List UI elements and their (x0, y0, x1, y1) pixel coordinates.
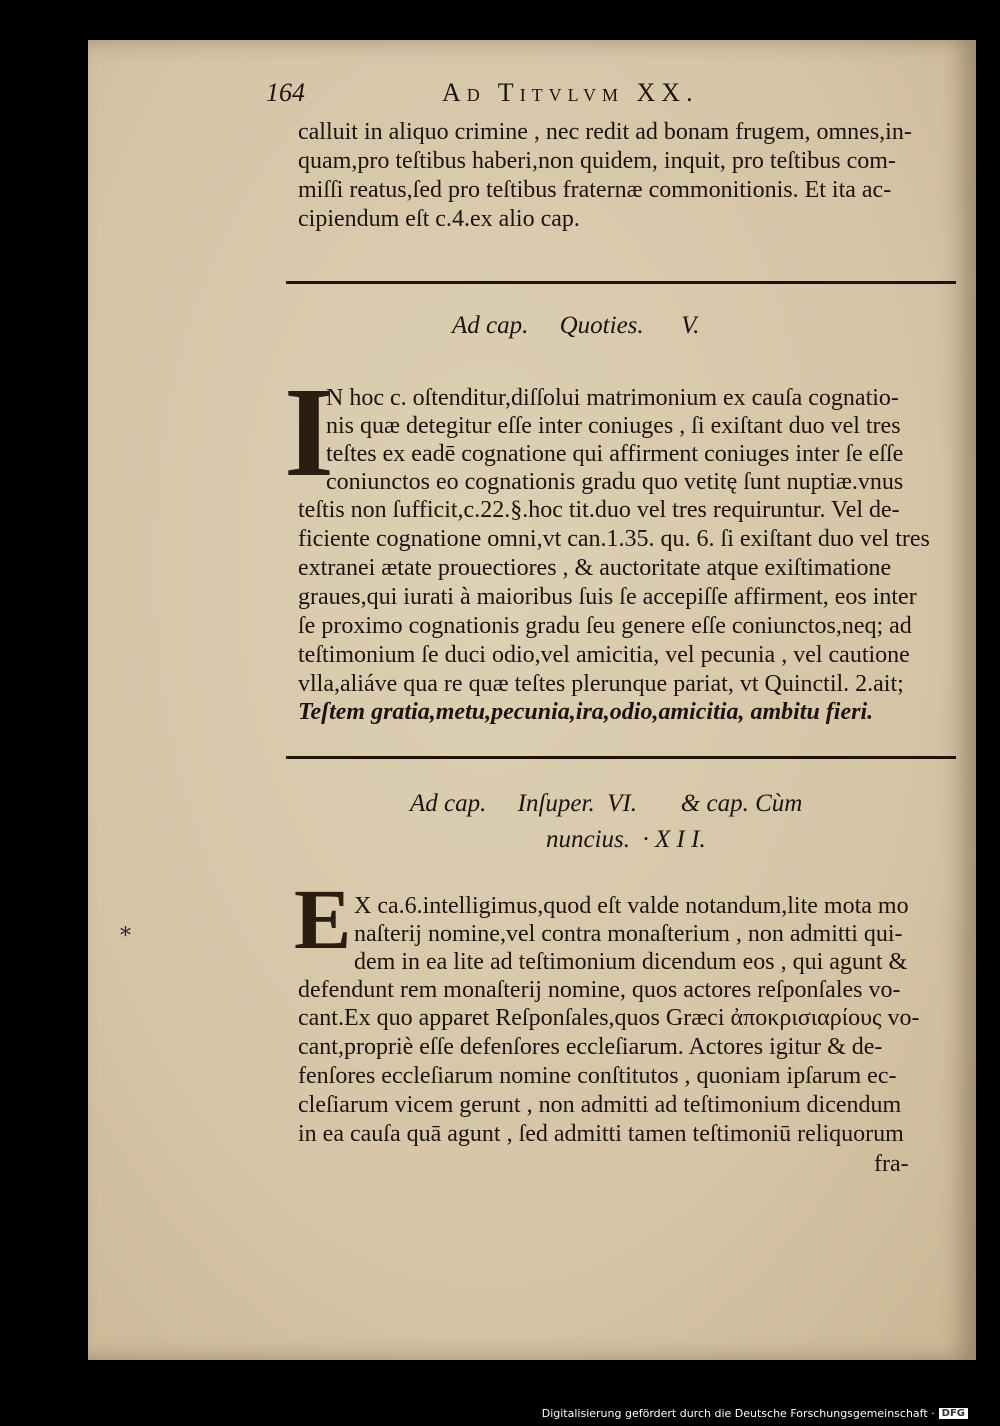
text-line: cant.Ex quo apparet Reſponſales,quos Græci ἀποκρισιαρίους vo- (298, 1005, 920, 1031)
footer-credit (542, 1407, 968, 1420)
section-heading: Ad cap. Inſuper. VI. & cap. Cùm (410, 790, 803, 817)
text-line: dem in ea lite ad teſtimonium dicendum eos , qui agunt & (354, 949, 908, 975)
text-line: ſe proximo cognationis gradu ſeu genere eſſe coniunctos,neq; ad (298, 613, 912, 639)
text-line: cant,propriè eſſe defenſores eccleſiarum. Actores igitur & de- (298, 1034, 883, 1060)
text-line: calluit in aliquo crimine , nec redit ad bonam frugem, omnes,in- (298, 119, 912, 145)
text-line: teſtes ex eadē cognatione qui affirment coniuges inter ſe eſſe (326, 441, 904, 467)
text-line: miſſi reatus,ſed pro teſtibus fraternæ commonitionis. Et ita ac- (298, 177, 892, 203)
drop-capital: I (284, 361, 334, 503)
text-line: fenſores eccleſiarum nomine conſtitutos , quoniam ipſarum ec- (298, 1063, 897, 1089)
italic-quote-line: Teſtem gratia,metu,pecunia,ira,odio,amicitia, ambitu fieri. (298, 699, 874, 725)
text-line: vlla,aliáve qua re quæ teſtes plerunque pariat, vt Quinctil. 2.ait; (298, 671, 904, 697)
text-line: in ea cauſa quā agunt , ſed admitti tamen teſtimoniū reliquorum (298, 1121, 904, 1147)
page-number: 164 (266, 78, 305, 107)
text-line: quam,pro teſtibus haberi,non quidem, inquit, pro teſtibus com- (298, 148, 896, 174)
text-line: naſterij nomine,vel contra monaſterium , non admitti qui- (354, 921, 903, 947)
footer-text: Digitalisierung gefördert durch die Deutsche Forschungsgemeinschaft · (541, 1407, 935, 1420)
section-heading-continued: nuncius. · X I I. (546, 826, 706, 853)
text-line: coniunctos eo cognationis gradu quo vetitę ſunt nuptiæ.vnus (326, 469, 904, 495)
running-title: Ad Titvlvm XX. (442, 78, 699, 107)
text-line: defendunt rem monaſterij nomine, quos actores reſponſales vo- (298, 977, 901, 1003)
section-rule (286, 756, 956, 759)
text-line: ficiente cognatione omni,vt can.1.35. qu. 6. ſi exiſtant duo vel tres (298, 526, 930, 552)
text-line: graues,qui iurati à maioribus ſuis ſe accepiſſe affirment, eos inter (298, 584, 917, 610)
text-line: cipiendum eſt c.4.ex alio cap. (298, 206, 580, 232)
drop-capital: E (294, 871, 352, 967)
text-line: nis quæ detegitur eſſe inter coniuges , ſi exiſtant duo vel tres (326, 413, 901, 439)
section-rule (286, 281, 956, 284)
text-line: extranei ætate prouectiores , & auctoritate atque exiſtimatione (298, 555, 892, 581)
section-heading: Ad cap. Quoties. V. (452, 312, 700, 339)
text-line: X ca.6.intelligimus,quod eſt valde notandum,lite mota mo (354, 893, 909, 919)
catchword: fra- (874, 1151, 909, 1177)
text-line: teſtis non ſufficit,c.22.§.hoc tit.duo vel tres requiruntur. Vel de- (298, 497, 900, 523)
marginal-mark: * (120, 924, 131, 949)
text-line: cleſiarum vicem gerunt , non admitti ad teſtimonium dicendum (298, 1092, 902, 1118)
text-line: N hoc c. oſtenditur,diſſolui matrimonium ex cauſa cognatio- (326, 385, 899, 411)
dfg-logo-icon: DFG (939, 1408, 968, 1419)
text-line: teſtimonium ſe duci odio,vel amicitia, vel pecunia , vel cautione (298, 642, 910, 668)
